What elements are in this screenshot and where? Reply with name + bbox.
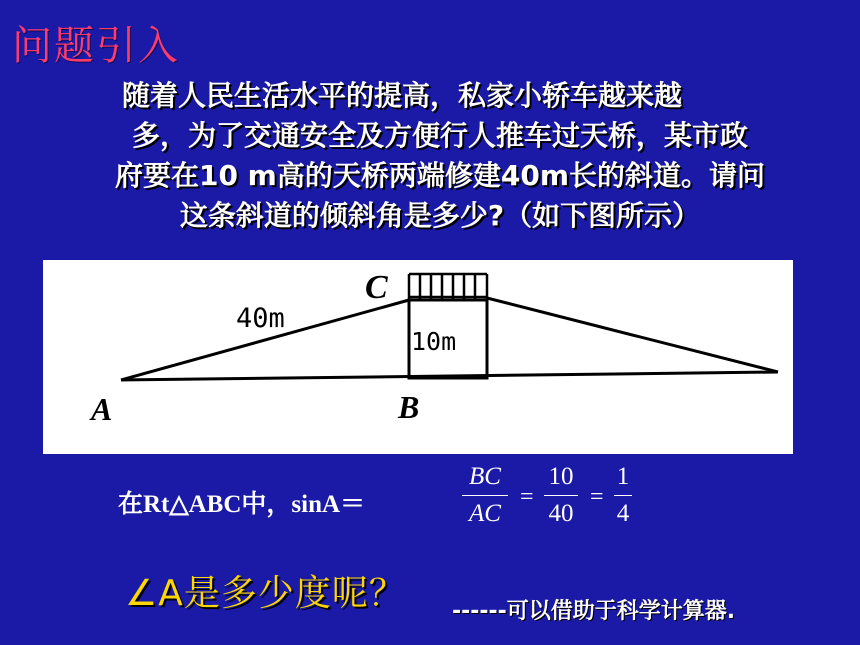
problem-line-3: 府要在10 m高的天桥两端修建40m长的斜道。请问	[114, 159, 766, 192]
fraction-1-numerator: BC	[469, 463, 501, 490]
problem-line-2: 多，为了交通安全及方便行人推车过天桥，某市政	[131, 119, 748, 152]
fraction-3-numerator: 1	[616, 463, 630, 490]
label-a: A	[91, 391, 113, 427]
label-40m: 40m	[236, 303, 285, 334]
problem-text	[60, 76, 820, 236]
slide-title: 问题引入	[12, 23, 180, 69]
fraction-10-40	[544, 462, 578, 529]
angle-question: ∠A是多少度呢？	[125, 573, 406, 614]
label-b: B	[398, 389, 420, 425]
equals-sign-2: =	[590, 484, 604, 510]
fraction-1-bar	[462, 495, 508, 496]
fraction-2-denominator: 40	[548, 500, 574, 527]
fraction-bc-ac	[462, 462, 508, 529]
formula-prefix: 在Rt△ABC中，sinA＝	[118, 491, 366, 518]
fraction-3-denominator: 4	[616, 500, 630, 527]
ramp-diagram	[43, 260, 793, 454]
fraction-2-bar	[544, 495, 578, 496]
label-c: C	[365, 269, 388, 306]
label-10m: 10m	[411, 327, 457, 356]
right-ramp-line	[487, 298, 778, 372]
bridge-ramp-figure	[43, 260, 793, 454]
calculator-hint: ------可以借助于科学计算器.	[452, 599, 736, 624]
problem-line-4: 这条斜道的倾斜角是多少?（如下图所示）	[179, 199, 701, 232]
equals-sign-1: =	[520, 484, 534, 510]
problem-line-1: 随着人民生活水平的提高，私家小轿车越来越	[122, 79, 683, 112]
fraction-1-denominator: AC	[469, 500, 501, 527]
fraction-3-bar	[614, 495, 632, 496]
bridge-railing	[409, 274, 487, 300]
fraction-1-4	[614, 462, 632, 529]
fraction-2-numerator: 10	[548, 463, 574, 490]
